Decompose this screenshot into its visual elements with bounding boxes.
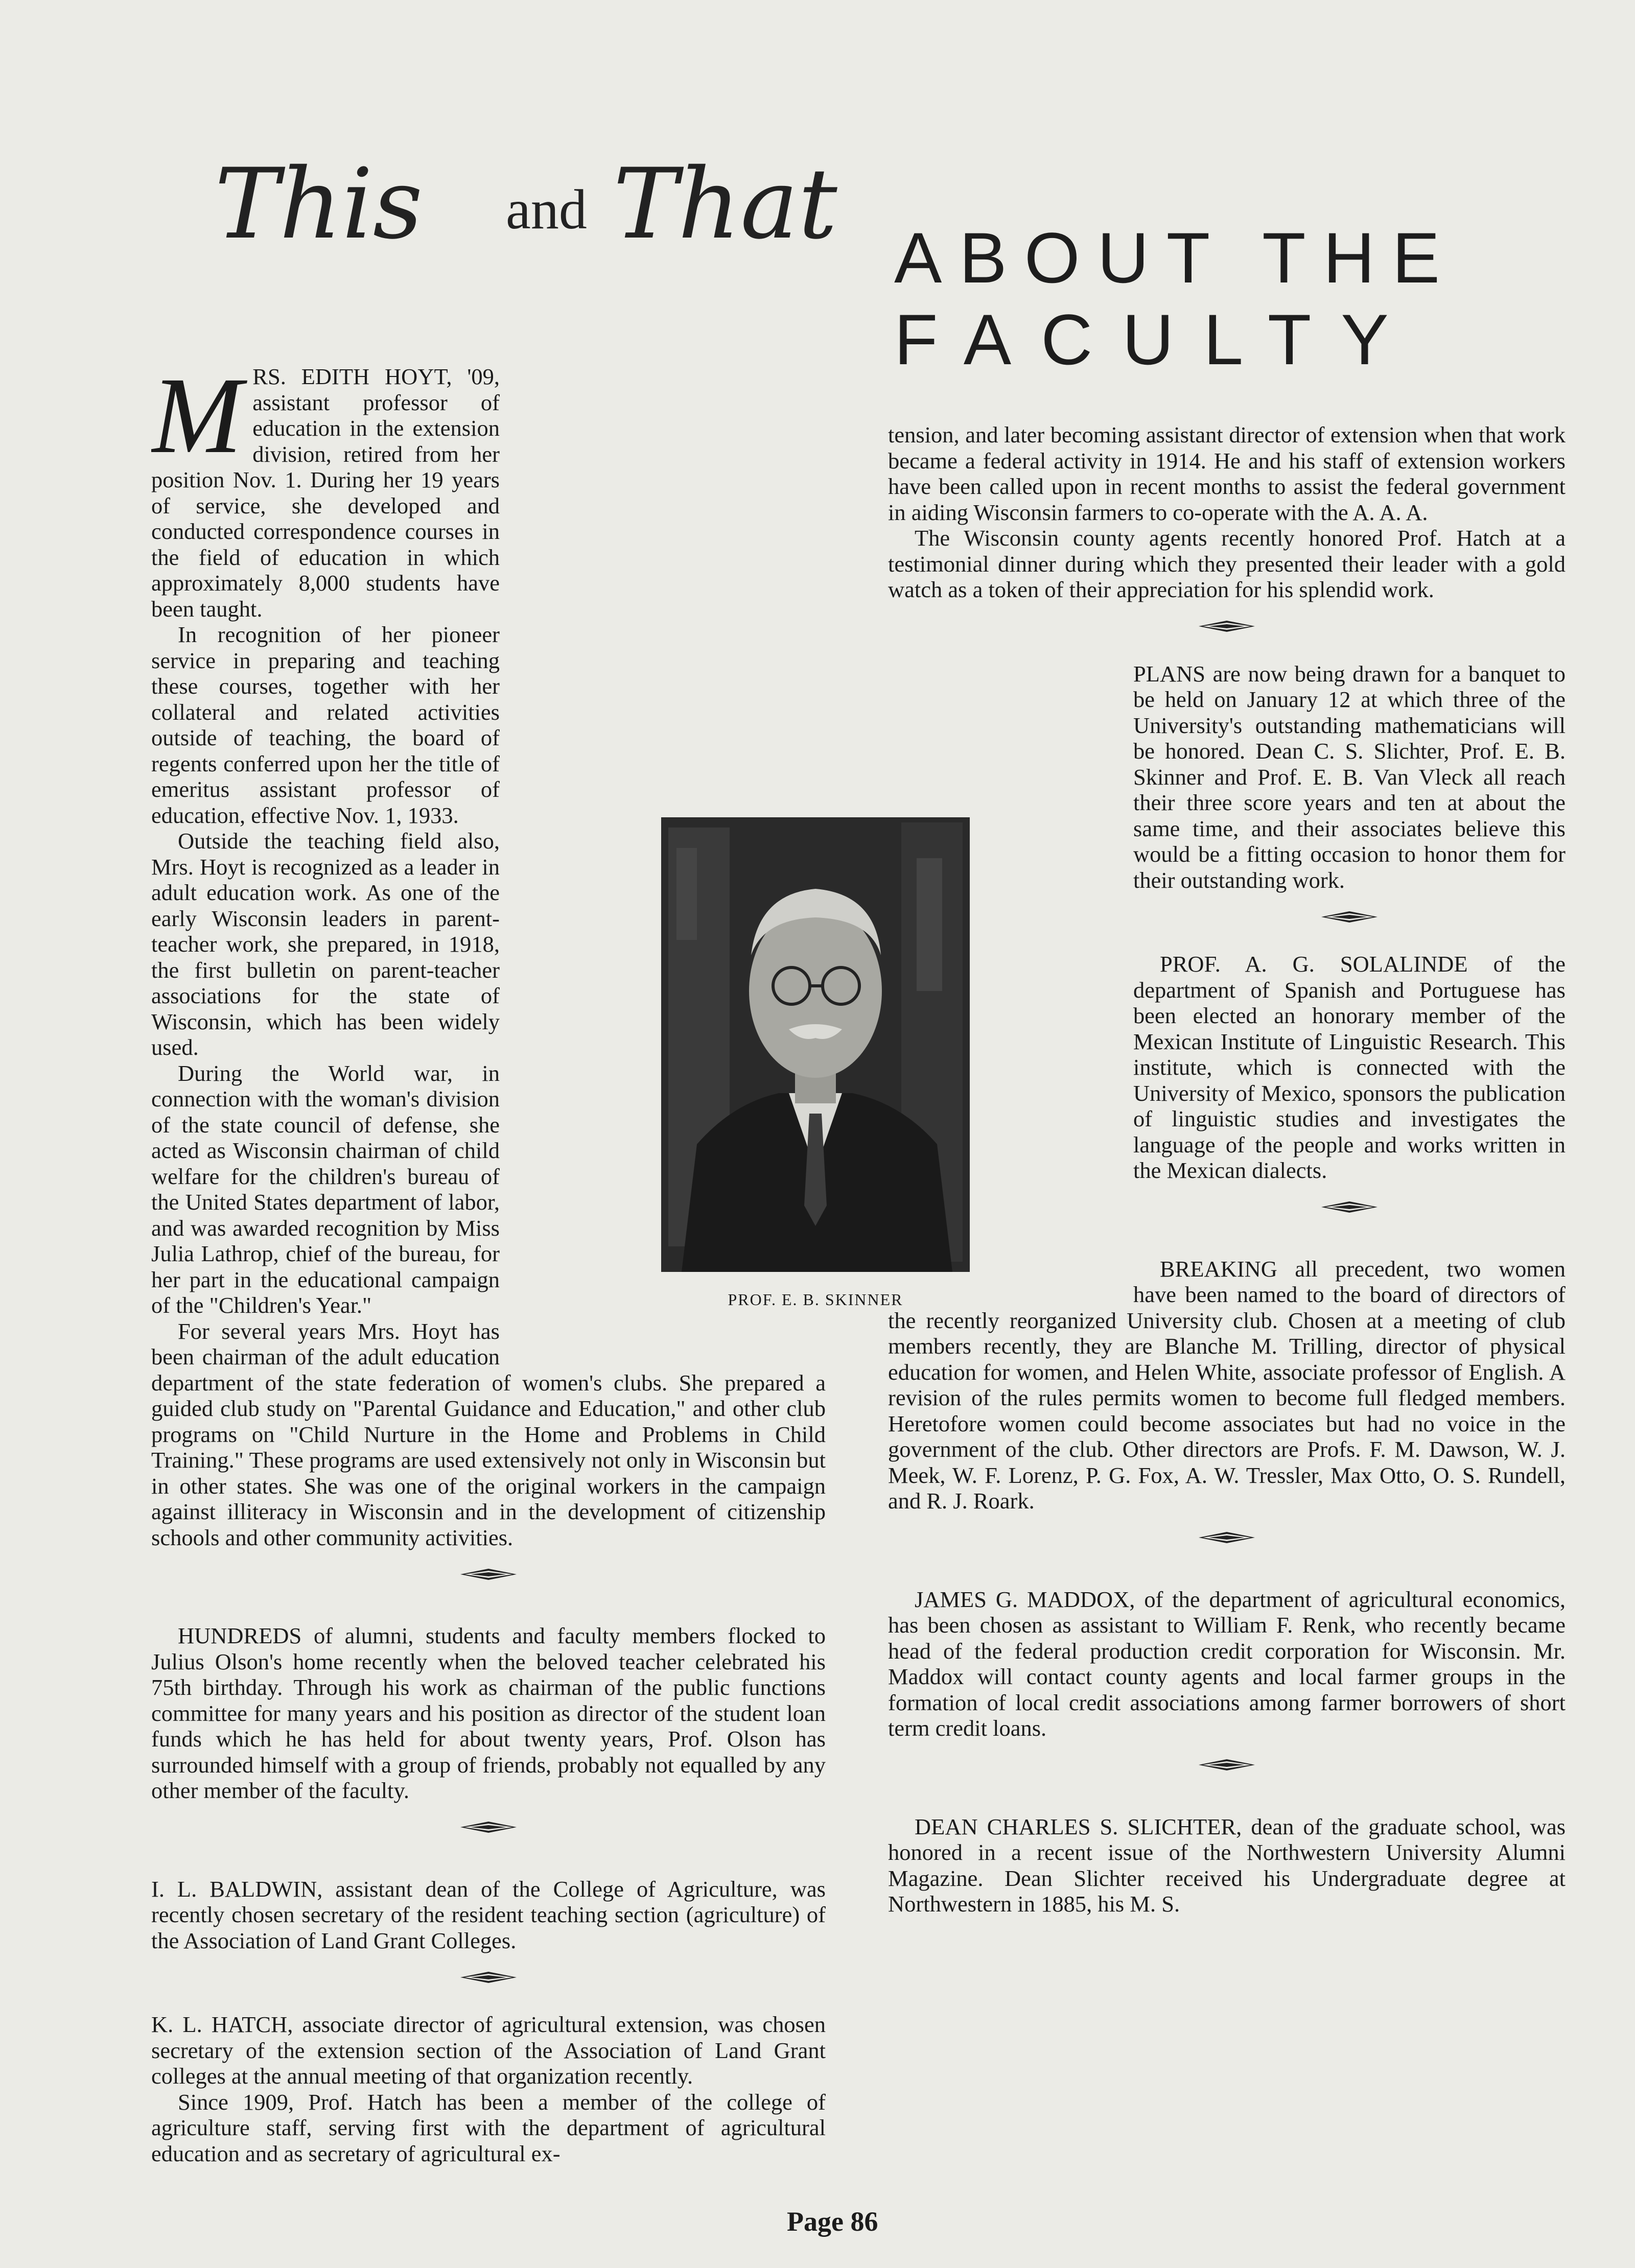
title-this: This xyxy=(215,148,423,261)
hoyt-paragraph-1: RS. EDITH HOYT, '09, assistant professor of education in the extension division, retired from her position Nov. 1. During her 19 years of service, she developed and conducted correspondence courses in the field of education in which approximately 8,000 students have been taught. xyxy=(151,364,500,622)
portrait-photo xyxy=(661,817,970,1272)
breaking-paragraph: BREAKING all precedent, two women have been named to the board of directors of the recently reorganized University club. Chosen at a meeting of club members recently, they are Blanche M. Trilling, director of physical education for women, and Helen White, associate professor of English. A revision of the rules permits women to become full fledged members. Heretofore women could become associates but had no voice in the government of the club. Other directors are Profs. F. M. Dawson, W. J. Meek, W. F. Lorenz, P. G. Fox, A. W. Tressler, Max Otto, O. S. Rundell, and R. J. Roark. xyxy=(888,1256,1566,1514)
hatch-continued-paragraph-1: tension, and later becoming assistant director of extension when that work became a federal activity in 1914. He and his staff of extension workers have been called upon in recent months to assist the federal government in aiding Wisconsin farmers to co-operate with the A. A. A. xyxy=(888,422,1566,525)
title-faculty: FACULTY xyxy=(894,299,1418,380)
title-that: That xyxy=(613,148,837,261)
hatch-continued-paragraph-2: The Wisconsin county agents recently honored Prof. Hatch at a testimonial dinner during which they presented their leader with a gold watch as a token of their appreciation for his splendid work. xyxy=(888,525,1566,602)
drop-cap: M xyxy=(151,364,243,476)
right-column xyxy=(888,422,1566,2179)
plans-paragraph: PLANS are now being drawn for a banquet to be held on January 12 at which three of the University's outstanding mathematicians will be honored. Dean C. S. Slichter, Prof. E. B. Skinner and Prof. E. B. Van Vleck all reach their three score years and ten at about the same time, and their associates believe this would be a fitting occasion to honor them for their outstanding work. xyxy=(1133,660,1566,893)
olson-paragraph: HUNDREDS of alumni, students and faculty members flocked to Julius Olson's home recently when the beloved teacher celebrated his 75th birthday. Through his work as chairman of the public functions committee for many years and his position as director of the student loan funds which he has held for about twenty years, Prof. Olson has surrounded himself with a group of friends, probably not equalled by any other member of the faculty. xyxy=(151,1623,826,1803)
hatch-paragraph-1: K. L. HATCH, associate director of agricultural extension, was chosen secretary of the extension section of the Association of Land Grant colleges at the annual meeting of that organization recently. xyxy=(151,2012,826,2089)
baldwin-paragraph: I. L. BALDWIN, assistant dean of the College of Agriculture, was recently chosen secretary of the resident teaching section (agriculture) of the Association of Land Grant Colleges. xyxy=(151,1876,826,1953)
diamond-ornament-icon xyxy=(888,1514,1566,1557)
hoyt-paragraph-3: Outside the teaching field also, Mrs. Hoyt is recognized as a leader in adult education work. As one of the early Wisconsin leaders in parent-teacher work, she prepared, in 1918, the first bulletin on parent-teacher associations for the state of Wisconsin, which has been widely used. xyxy=(151,828,500,1060)
maddox-paragraph: JAMES G. MADDOX, of the department of agricultural economics, has been chosen as assistant to William F. Renk, who recently became head of the federal production credit corporation for Wisconsin. Mr. Maddox will contact county agents and local farmer groups in the formation of local credit associations among farmer borrowers of short term credit loans. xyxy=(888,1586,1566,1741)
diamond-ornament-icon xyxy=(888,1741,1566,1784)
hoyt-paragraph-2: In recognition of her pioneer service in preparing and teaching these courses, together with her collateral and related activities outside of teaching, the board of regents conferred upon her the title of emeritus assistant professor of education, effective Nov. 1, 1933. xyxy=(151,622,500,828)
title-about-the: ABOUT THE xyxy=(894,218,1458,298)
diamond-ornament-icon xyxy=(151,1953,826,1996)
title-and: and xyxy=(506,178,587,241)
portrait-image xyxy=(661,817,970,1272)
hatch-paragraph-2: Since 1909, Prof. Hatch has been a member of the college of agriculture staff, serving first with the department of agricultural education and as secretary of agricultural ex- xyxy=(151,2089,826,2166)
hoyt-paragraph-4: During the World war, in connection with the woman's division of the state council of defense, she acted as Wisconsin chairman of child welfare for the children's bureau of the United States department of labor, and was awarded recognition by Miss Julia Lathrop, chief of the bureau, for her part in the educational campaign of the "Children's Year." xyxy=(151,1060,500,1318)
diamond-ornament-icon xyxy=(151,1804,826,1847)
left-column xyxy=(151,364,826,2182)
diamond-ornament-icon xyxy=(888,603,1566,646)
slichter-paragraph: DEAN CHARLES S. SLICHTER, dean of the graduate school, was honored in a recent issue of the Northwestern University Alumni Magazine. Dean Slichter received his Undergraduate degree at Northwestern in 1885, his M. S. xyxy=(888,1813,1566,1917)
solalinde-paragraph: PROF. A. G. SOLALINDE of the department of Spanish and Portuguese has been elected an honorary member of the Mexican Institute of Linguistic Research. This institute, which is connected with the University of Mexico, sponsors the publication of linguistic studies and investigates the language of the people and works written in the Mexican dialects. xyxy=(1133,951,1566,1183)
photo-caption: PROF. E. B. SKINNER xyxy=(728,1290,903,1309)
page-number: Page 86 xyxy=(787,2206,878,2237)
diamond-ornament-icon xyxy=(151,1550,826,1593)
hoyt-paragraph-5: For several years Mrs. Hoyt has been chairman of the adult education department of the state federation of women's clubs. She prepared a guided club study on "Parental Guidance and Education," and other club programs on "Child Nurture in the Home and Problems in Child Training." These programs are used extensively not only in Wisconsin but in other states. She was one of the original workers in the campaign against illiteracy in Wisconsin and in the development of citizenship schools and other community activities. xyxy=(151,1318,826,1550)
